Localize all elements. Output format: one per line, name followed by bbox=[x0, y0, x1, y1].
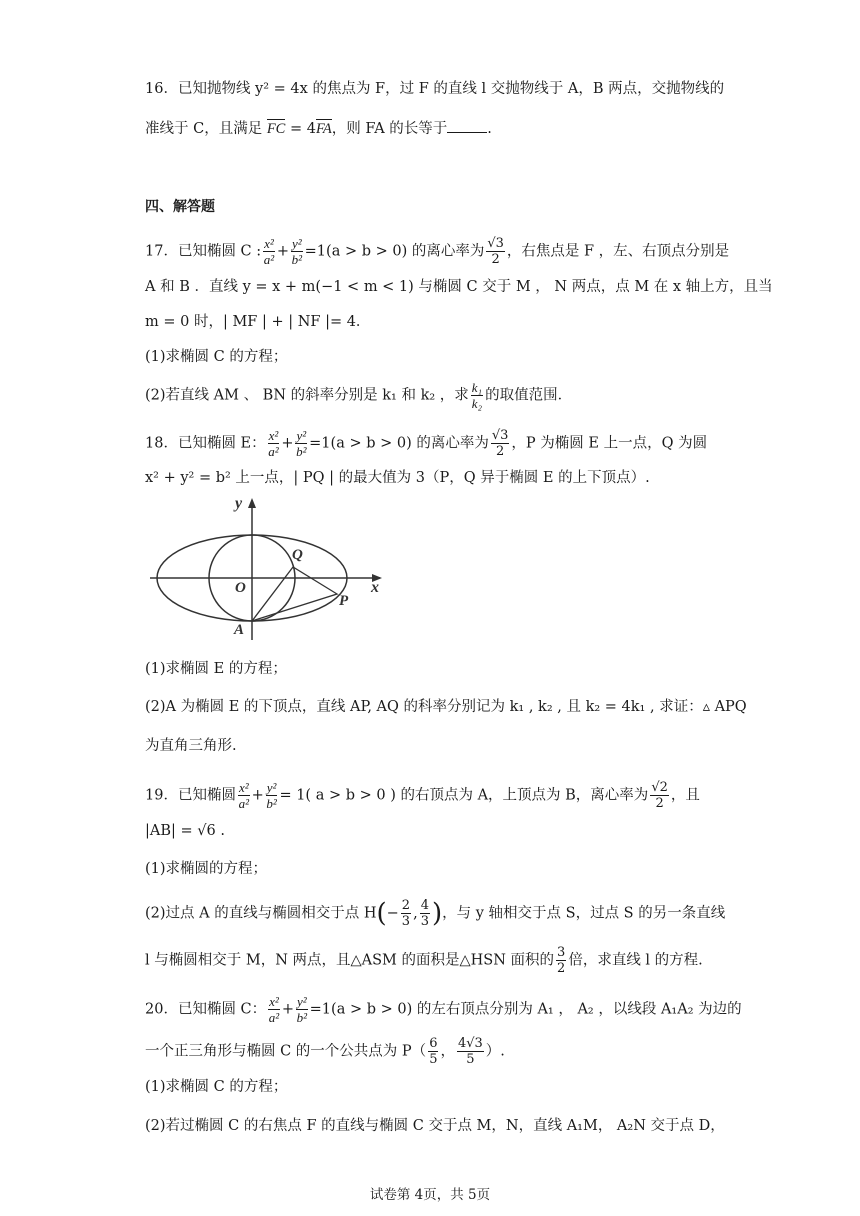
vector-fc: FC bbox=[267, 118, 286, 140]
q20-line-2: 一个正三角形与椭圆 C 的一个公共点为 P（ $\frac{6}{5}$ ， $\frac{4√3}{5}$ ）. bbox=[145, 1036, 505, 1067]
page-footer: 试卷第 4页，共 5页 bbox=[369, 1187, 491, 1203]
q20-line-1: 20．已知椭圆 C： $\frac{\text{x²}}{\text{a²}}$ + $\frac{\text{y²}}{\text{b²}}$ =1(a > b > 0) 的左右顶点分别为 A₁ ， A₂ ，以线段 A₁A₂ 为边的 bbox=[145, 994, 742, 1025]
q17-line-3: m = 0 时，| MF | + | NF |= 4． bbox=[145, 314, 371, 330]
q17-part-1: (1)求椭圆 C 的方程； bbox=[145, 349, 288, 365]
q17-part-2: (2)若直线 AM 、 BN 的斜率分别是 k₁ 和 k₂ ，求 $\frac{\text{k₁}}{\text{k₂}}$ 的取值范围． bbox=[145, 380, 573, 411]
q19-part-2: (2)过点 A 的直线与椭圆相交于点 H(− $\frac{2}{3}$ , $\frac{4}{3}$ )，与 y 轴相交于点 S，过点 S 的另一条直线 bbox=[145, 898, 726, 929]
q17-line-1: 17．已知椭圆 C : $\frac{\text{x²}}{\text{a²}}$ + $\frac{\text{y²}}{\text{b²}}$ =1(a > b > 0) 的离心率为 $\frac{√3}{2}$ ，右焦点是 F ，左、右顶点分别是 bbox=[145, 236, 730, 267]
q19-part-1: (1)求椭圆的方程； bbox=[145, 861, 268, 877]
q16-line-1: 16．已知抛物线 y² = 4x 的焦点为 F，过 F 的直线 l 交抛物线于 A，B 两点，交抛物线的 bbox=[145, 81, 725, 97]
origin-label: O bbox=[235, 580, 246, 596]
q16-line-2: 准线于 C，且满足 FC = 4FA，则 FA 的长等于 . bbox=[145, 118, 492, 140]
answer-blank bbox=[447, 132, 487, 133]
q19-part-2-cont: l 与椭圆相交于 M，N 两点，且△ASM 的面积是△HSN 面积的 $\frac{3}{2}$ 倍，求直线 l 的方程. bbox=[145, 945, 703, 976]
y-label: y bbox=[235, 495, 243, 512]
q18-part-2: (2)A 为椭圆 E 的下顶点，直线 AP, AQ 的科率分别记为 k₁ , k₂ , 且 k₂ = 4k₁ , 求证：▵ APQ bbox=[145, 699, 747, 715]
q17-line-2: A 和 B ．直线 y = x + m(−1 < m < 1) 与椭圆 C 交于 M ， N 两点，点 M 在 x 轴上方，且当 bbox=[145, 279, 773, 295]
ellipse-figure bbox=[145, 490, 395, 650]
q20-part-1: (1)求椭圆 C 的方程； bbox=[145, 1079, 288, 1095]
q19-line-2: |AB| = √6 . bbox=[145, 823, 225, 839]
a-label: A bbox=[234, 622, 245, 638]
p-label: P bbox=[339, 593, 349, 609]
y-axis-arrow bbox=[248, 498, 256, 508]
q18-line-2: x² + y² = b² 上一点，| PQ | 的最大值为 3（P，Q 异于椭圆 E 的上下顶点）. bbox=[145, 470, 650, 486]
q18-part-2-cont: 为直角三角形. bbox=[145, 738, 237, 754]
x-label: x bbox=[371, 579, 379, 596]
q18-line-1: 18．已知椭圆 E： $\frac{\text{x²}}{\text{a²}}$ + $\frac{\text{y²}}{\text{b²}}$ =1(a > b > 0) 的离心率为 $\frac{√3}{2}$ ，P 为椭圆 E 上一点，Q 为圆 bbox=[145, 428, 708, 459]
vector-fa: FA bbox=[316, 118, 332, 140]
q-label: Q bbox=[292, 547, 303, 563]
q18-part-1: (1)求椭圆 E 的方程； bbox=[145, 661, 287, 677]
q19-line-1: 19．已知椭圆 $\frac{\text{x²}}{\text{a²}}$ + $\frac{\text{y²}}{\text{b²}}$ = 1( a > b > 0 ) 的右顶点为 A，上顶点为 B，离心率为 $\frac{√2}{2}$ ，且 bbox=[145, 780, 700, 811]
section-heading: 四、解答题 bbox=[145, 199, 215, 215]
q20-part-2: (2)若过椭圆 C 的右焦点 F 的直线与椭圆 C 交于点 M，N，直线 A₁M， A₂N 交于点 D， bbox=[145, 1118, 725, 1134]
